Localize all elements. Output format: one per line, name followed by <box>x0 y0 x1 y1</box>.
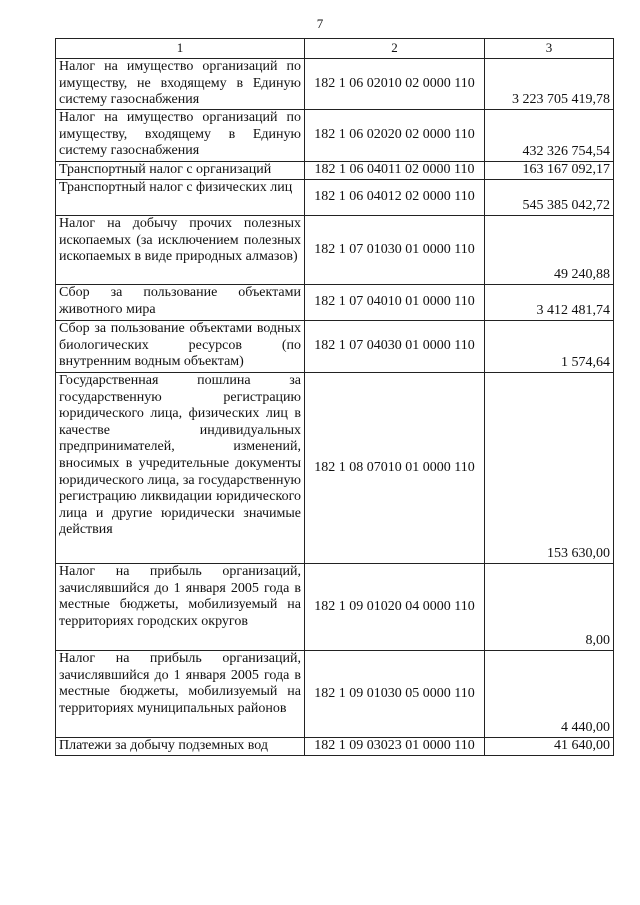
budget-classification-code: 182 1 07 04010 01 0000 110 <box>305 285 485 321</box>
revenue-table <box>55 38 614 756</box>
income-name: Налог на прибыль организаций, зачислявшийся до 1 января 2005 года в местные бюджеты, мобилизуемый на территориях муниципальных районов <box>56 651 305 738</box>
budget-classification-code: 182 1 06 04012 02 0000 110 <box>305 180 485 216</box>
income-name: Налог на имущество организаций по имуществу, входящему в Единую систему газоснабжения <box>56 110 305 162</box>
income-name: Налог на имущество организаций по имуществу, не входящему в Единую систему газоснабжения <box>56 59 305 110</box>
income-amount: 1 574,64 <box>485 321 614 373</box>
budget-classification-code: 182 1 06 02010 02 0000 110 <box>305 59 485 110</box>
table-row <box>56 285 614 321</box>
table-row <box>56 110 614 162</box>
table-header-row <box>56 39 614 59</box>
income-name: Сбор за пользование объектами водных биологических ресурсов (по внутренним водным объектам) <box>56 321 305 373</box>
income-name: Сбор за пользование объектами животного мира <box>56 285 305 321</box>
income-amount: 545 385 042,72 <box>485 180 614 216</box>
budget-classification-code: 182 1 07 04030 01 0000 110 <box>305 321 485 373</box>
page-number: 7 <box>316 16 324 31</box>
income-amount: 49 240,88 <box>485 216 614 285</box>
budget-classification-code: 182 1 09 01020 04 0000 110 <box>305 564 485 651</box>
budget-classification-code: 182 1 06 02020 02 0000 110 <box>305 110 485 162</box>
income-amount: 4 440,00 <box>485 651 614 738</box>
budget-classification-code: 182 1 08 07010 01 0000 110 <box>305 373 485 564</box>
income-amount: 432 326 754,54 <box>485 110 614 162</box>
column-header-2: 2 <box>305 39 485 59</box>
table-row <box>56 321 614 373</box>
table-row <box>56 59 614 110</box>
table-row <box>56 373 614 564</box>
income-name: Государственная пошлина за государственную регистрацию юридического лица, физических лиц в качестве индивидуальных предпринимателей, изменений, вносимых в учредительные документы юридического лица, за государственную регистрацию ликвидации юридического лица и другие юридически значимые действия <box>56 373 305 564</box>
table-row <box>56 180 614 216</box>
budget-classification-code: 182 1 07 01030 01 0000 110 <box>305 216 485 285</box>
table-row <box>56 564 614 651</box>
table-row <box>56 216 614 285</box>
column-header-3: 3 <box>485 39 614 59</box>
income-amount: 3 412 481,74 <box>485 285 614 321</box>
income-amount: 3 223 705 419,78 <box>485 59 614 110</box>
income-name: Налог на прибыль организаций, зачислявшийся до 1 января 2005 года в местные бюджеты, мобилизуемый на территориях городских округов <box>56 564 305 651</box>
table-row <box>56 651 614 738</box>
income-name: Транспортный налог с организаций <box>56 162 305 180</box>
budget-classification-code: 182 1 09 03023 01 0000 110 <box>305 738 485 756</box>
income-amount: 41 640,00 <box>485 738 614 756</box>
income-name: Налог на добычу прочих полезных ископаемых (за исключением полезных ископаемых в виде природных алмазов) <box>56 216 305 285</box>
table-row <box>56 738 614 756</box>
income-name: Платежи за добычу подземных вод <box>56 738 305 756</box>
budget-classification-code: 182 1 06 04011 02 0000 110 <box>305 162 485 180</box>
income-amount: 163 167 092,17 <box>485 162 614 180</box>
income-name: Транспортный налог с физических лиц <box>56 180 305 216</box>
column-header-1: 1 <box>56 39 305 59</box>
budget-classification-code: 182 1 09 01030 05 0000 110 <box>305 651 485 738</box>
table-row <box>56 162 614 180</box>
income-amount: 153 630,00 <box>485 373 614 564</box>
income-amount: 8,00 <box>485 564 614 651</box>
